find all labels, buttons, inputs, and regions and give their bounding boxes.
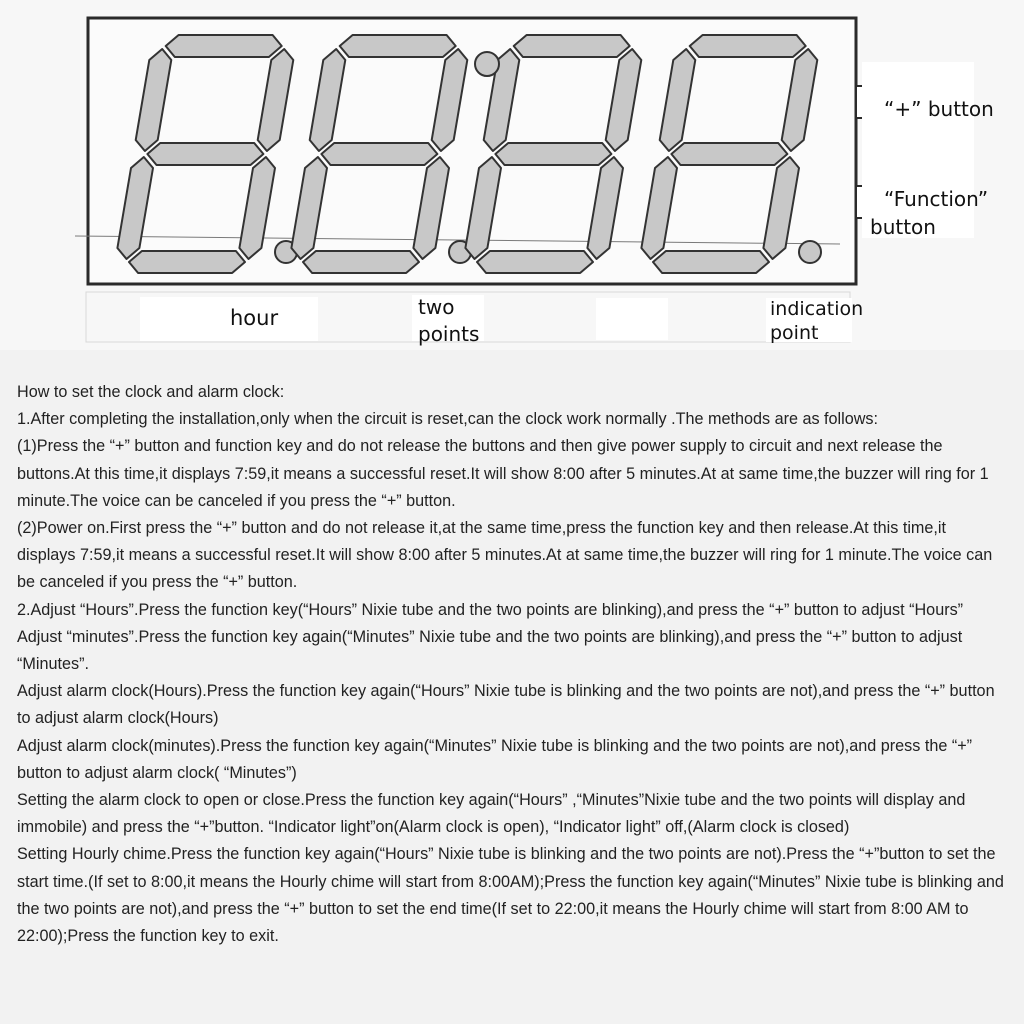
indication-point-dot — [799, 241, 821, 263]
digit-3-segment-g — [495, 143, 611, 165]
digit-1-segment-d — [129, 251, 245, 273]
digit-2-segment-a — [340, 35, 456, 57]
instructions-panel — [0, 350, 1024, 1024]
instruction-paragraph: Adjust “minutes”.Press the function key again(“Minutes” Nixie tube and the two points are blinking),and press the “+” button to adjust “Minutes”. — [17, 627, 963, 674]
indication-point-label-line2: point — [770, 322, 819, 344]
digit-4-segment-d — [653, 251, 769, 273]
instruction-paragraph: (2)Power on.First press the “+” button and do not release it,at the same time,press the function key and then release.At this time,it displays 7:59,it means a successful reset.It will show 8:00 after 5 minutes.At at same time,the buzzer will ring for 1 minute.The voice can be canceled if you press the “+” button. — [17, 519, 993, 592]
plus-button-label: “+” button — [884, 97, 994, 121]
hour-label-box — [140, 297, 318, 341]
colon-dot — [475, 52, 499, 76]
instruction-paragraph: Setting Hourly chime.Press the function key again(“Hours” Nixie tube is blinking and the two points are not).Press the “+”button to set the start time.(If set to 8:00,it means the Hourly chime will start from 8:00AM);Press the function key again(“Minutes” Nixie tube is blinking and the two points are not),and press the “+” button to set the end time(If set to 22:00,it means the Hourly chime will start from 8:00 AM to 22:00);Press the function key to exit. — [17, 845, 1004, 946]
digit-1-segment-a — [166, 35, 282, 57]
instruction-paragraph: 2.Adjust “Hours”.Press the function key(“Hours” Nixie tube and the two points are blinking),and press the “+” button to adjust “Hours” — [17, 600, 964, 619]
blank-label-box — [596, 298, 668, 340]
instructions-text — [17, 379, 1007, 950]
instruction-paragraph: Adjust alarm clock(minutes).Press the function key again(“Minutes” Nixie tube is blinking and the two points are not),and press the “+” button to adjust alarm clock( “Minutes”) — [17, 736, 973, 782]
digit-4-segment-a — [690, 35, 806, 57]
digit-3-segment-d — [477, 251, 593, 273]
two-points-label-line1: two — [418, 295, 455, 319]
clock-display-diagram — [0, 0, 1024, 350]
digit-2-segment-d — [303, 251, 419, 273]
instructions-heading: How to set the clock and alarm clock: — [17, 383, 285, 401]
digit-1-segment-g — [147, 143, 263, 165]
function-button-label-line1: “Function” — [884, 187, 989, 211]
digit-3-segment-a — [514, 35, 630, 57]
two-points-label-line2: points — [418, 322, 480, 346]
hour-label: hour — [230, 306, 279, 330]
digit-2-segment-g — [321, 143, 437, 165]
digit-4-segment-g — [671, 143, 787, 165]
instruction-paragraph: 1.After completing the installation,only when the circuit is reset,can the clock work normally .The methods are as follows: — [17, 410, 879, 429]
instruction-paragraph: Adjust alarm clock(Hours).Press the function key again(“Hours” Nixie tube is blinking and the two points are not),and press the “+” button to adjust alarm clock(Hours) — [17, 682, 995, 728]
function-button-label-line2: button — [870, 215, 936, 239]
instruction-paragraph: (1)Press the “+” button and function key and do not release the buttons and then give power supply to circuit and next release the buttons.At this time,it displays 7:59,it means a successful reset.It will show 8:00 after 5 minutes.At at same time,the buzzer will ring for 1 minute.The voice can be canceled if you press the “+” button. — [17, 437, 989, 510]
indication-point-label-line1: indication — [770, 298, 864, 320]
instruction-paragraph: Setting the alarm clock to open or close.Press the function key again(“Hours” ,“Minutes”Nixie tube and the two points will display and immobile) and press the “+”button. “Indicator light”on(Alarm clock is open), “Indicator light” off,(Alarm clock is closed) — [17, 791, 966, 837]
